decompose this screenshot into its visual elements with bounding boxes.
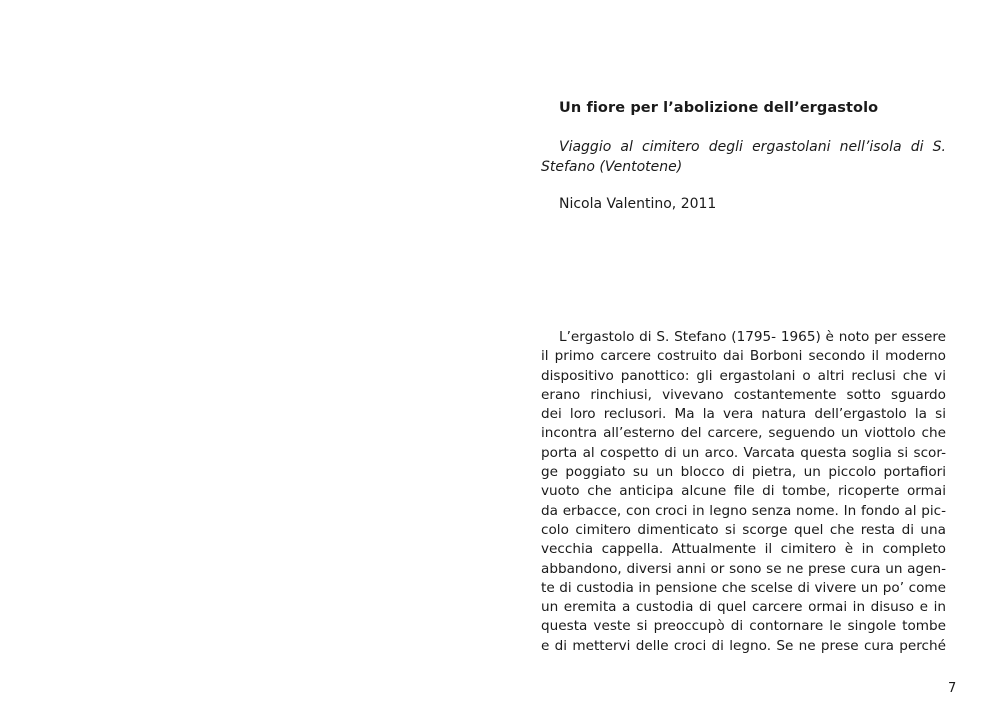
document-title: Un fiore per l’abolizione dell’ergastolo bbox=[559, 100, 879, 116]
body-line: un eremita a custodia di quel carcere ormai in disuso e in bbox=[541, 599, 946, 616]
body-line: dispositivo panottico: gli ergastolani o altri reclusi che vi bbox=[541, 367, 946, 384]
body-line: abbandono, diversi anni or sono se ne prese cura un agen- bbox=[541, 560, 946, 577]
body-line: vuoto che anticipa alcune file di tombe, ricoperte ormai bbox=[541, 483, 946, 500]
body-line: il primo carcere costruito dai Borboni secondo il moderno bbox=[541, 348, 946, 365]
body-line: vecchia cappella. Attualmente il cimitero è in completo bbox=[541, 541, 946, 558]
page-number: 7 bbox=[948, 681, 957, 696]
body-line: dei loro reclusori. Ma la vera natura dell’ergastolo la si bbox=[541, 406, 946, 423]
document-subtitle: Viaggio al cimitero degli ergastolani nell’isola di S. Stefano (Ventotene) bbox=[541, 139, 946, 175]
body-line: porta al cospetto di un arco. Varcata questa soglia si scor- bbox=[541, 444, 946, 461]
body-line: incontra all’esterno del carcere, seguendo un viottolo che bbox=[541, 425, 946, 442]
body-line: ge poggiato su un blocco di pietra, un piccolo portafiori bbox=[541, 464, 946, 481]
body-text bbox=[541, 328, 946, 656]
body-line: e di mettervi delle croci di legno. Se ne prese cura perché bbox=[541, 637, 946, 654]
body-line: questa veste si preoccupò di contornare le singole tombe bbox=[541, 618, 946, 635]
body-line: erano rinchiusi, vivevano costantemente sotto sguardo bbox=[541, 386, 946, 403]
body-line: da erbacce, con croci in legno senza nome. In fondo al pic- bbox=[541, 502, 946, 519]
body-line: L’ergastolo di S. Stefano (1795- 1965) è noto per essere bbox=[559, 329, 946, 345]
author-line: Nicola Valentino, 2011 bbox=[559, 196, 717, 212]
body-line: colo cimitero dimenticato si scorge quel che resta di una bbox=[541, 521, 946, 538]
body-line: te di custodia in pensione che scelse di vivere un po’ come bbox=[541, 579, 946, 596]
